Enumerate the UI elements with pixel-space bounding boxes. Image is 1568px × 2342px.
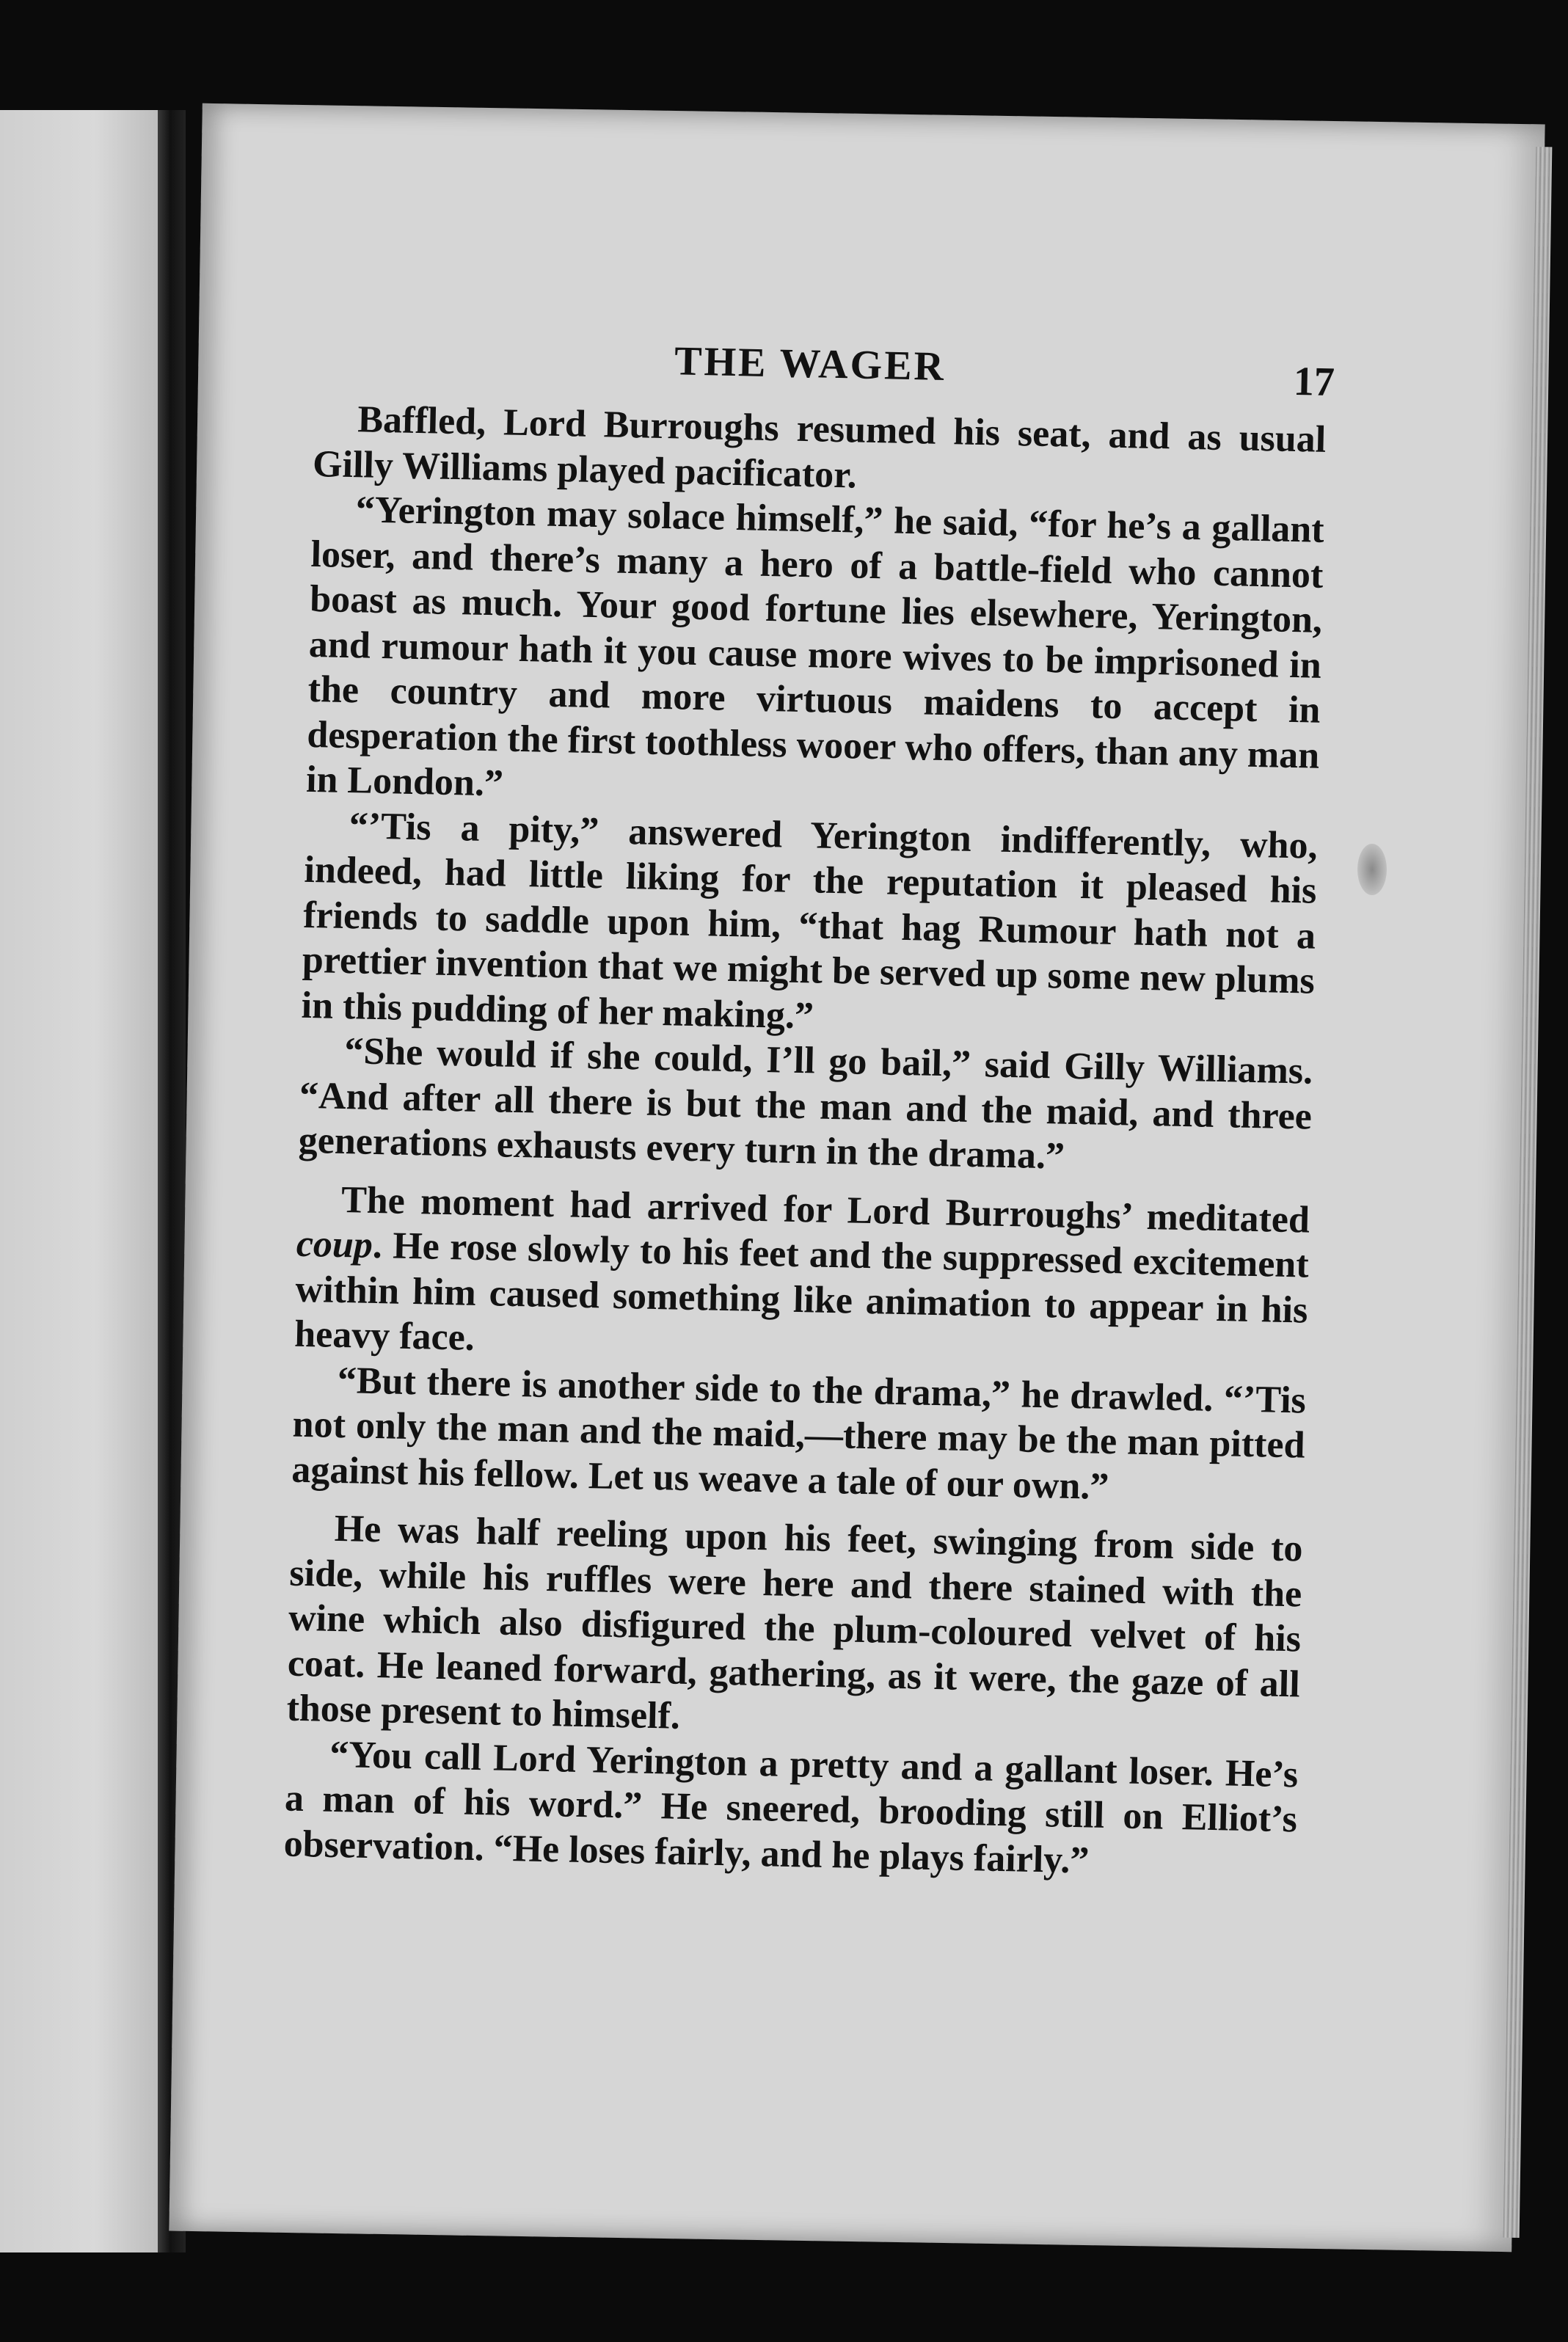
paragraph: “You call Lord Yerington a pretty and a gallant loser. He’s a man of his word.” He sneered, brooding still on Elliot’s observation. “He loses fairly, and he plays fairly.” <box>283 1733 1299 1882</box>
italic-word: coup <box>296 1222 373 1266</box>
left-page-edge <box>0 110 158 2252</box>
paragraph-text: . He rose slowly to his feet and the suppressed excitement within him caused something like animation to appear in his heavy face. <box>293 1224 1310 1359</box>
paragraph: “But there is another side to the drama,” he drawled. “’Tis not only the man and the maid,—there may be the man pitted against his fellow. Let us weave a tale of our own.” <box>291 1359 1307 1508</box>
paragraph <box>294 1176 1310 1378</box>
paragraph: Baffled, Lord Burroughs resumed his seat, and as usual Gilly Williams played pacificator. <box>312 398 1327 496</box>
ink-smudge <box>1357 844 1387 895</box>
paragraph: “Yerington may solace himself,” he said, “for he’s a gallant loser, and there’s many a hero of a battle-field who cannot boast as much. Your good fortune lies elsewhere, Yerington, and rumour hath it you cause more wives to be imprisoned in the country and more virtuous maidens to accept in desperation the first toothless wooer who offers, than any man in London.” <box>305 489 1325 805</box>
running-title: THE WAGER <box>674 338 947 390</box>
page-number: 17 <box>1293 358 1335 406</box>
paragraph-text: The moment had arrived for Lord Burroughs’ meditated <box>340 1178 1310 1241</box>
paragraph: He was half reeling upon his feet, swinging from side to side, while his ruffles were here and there stained with the wine which also disfigured the plum-coloured velvet of his coat. He leaned forward, gathering, as it were, the gaze of all those present to himself. <box>286 1507 1304 1737</box>
paragraph: “’Tis a pity,” answered Yerington indifferently, who, indeed, had little liking for the reputation it pleased his friends to saddle upon him, “that hag Rumour hath not a prettier invention that we might be served up some new plums in this pudding of her making.” <box>301 804 1319 1037</box>
page-text-block <box>283 330 1335 1887</box>
paragraph: “She would if she could, I’ll go bail,” said Gilly Williams. “And after all there is but the man and the maid, and three generations exhausts every turn in the drama.” <box>298 1030 1313 1178</box>
